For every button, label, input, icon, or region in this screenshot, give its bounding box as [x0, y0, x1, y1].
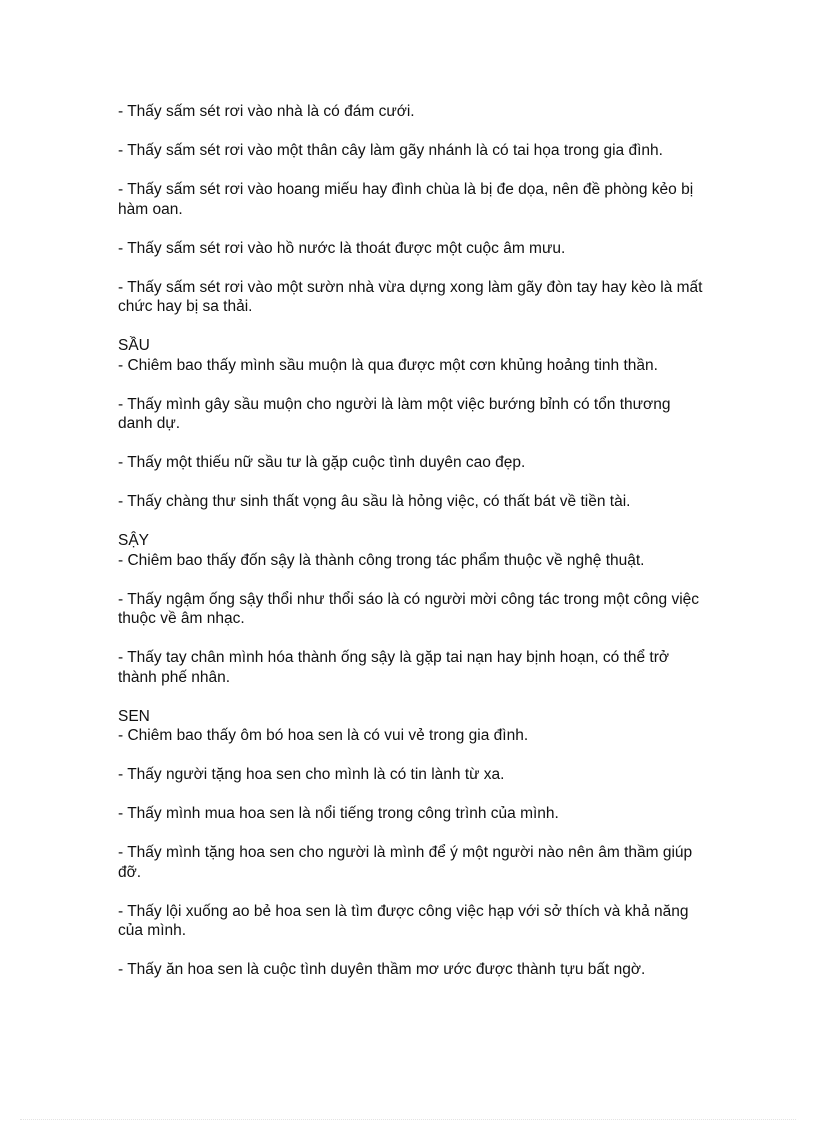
page-bottom-divider	[20, 1119, 796, 1120]
paragraph: - Thấy sấm sét rơi vào một sườn nhà vừa dựng xong làm gãy đòn tay hay kèo là mất chức hay bị sa thải.	[118, 278, 703, 315]
section-heading: SẦU	[118, 337, 150, 354]
paragraph: - Thấy chàng thư sinh thất vọng âu sầu là hỏng việc, có thất bát về tiền tài.	[118, 493, 631, 510]
document-body	[118, 102, 708, 999]
paragraph: - Thấy ngậm ống sậy thổi như thổi sáo là có người mời công tác trong một công việc thuộc về âm nhạc.	[118, 590, 700, 627]
section-heading: SẬY	[118, 532, 150, 549]
paragraph: - Thấy một thiếu nữ sầu tư là gặp cuộc tình duyên cao đẹp.	[118, 454, 526, 471]
section-sen	[118, 707, 708, 980]
paragraph: - Thấy ăn hoa sen là cuộc tình duyên thầm mơ ước được thành tựu bất ngờ.	[118, 961, 646, 978]
paragraph: - Thấy tay chân mình hóa thành ống sậy là gặp tai nạn hay bịnh hoạn, có thể trở thành phế nhân.	[118, 649, 670, 686]
paragraph: - Thấy mình gây sầu muộn cho người là làm một việc bướng bỉnh có tổn thương danh dự.	[118, 395, 671, 432]
paragraph: - Thấy sấm sét rơi vào hồ nước là thoát được một cuộc âm mưu.	[118, 239, 566, 257]
section-sau	[118, 336, 708, 512]
paragraph: - Thấy sấm sét rơi vào một thân cây làm gãy nhánh là có tai họa trong gia đình.	[118, 142, 663, 159]
section-heading: SEN	[118, 707, 150, 725]
paragraph: - Chiêm bao thấy mình sầu muộn là qua được một cơn khủng hoảng tinh thần.	[118, 356, 658, 374]
paragraph: - Thấy sấm sét rơi vào nhà là có đám cưới.	[118, 103, 415, 120]
paragraph: - Thấy lội xuống ao bẻ hoa sen là tìm được công việc hạp với sở thích và khả năng của mình.	[118, 902, 689, 939]
paragraph: - Thấy mình mua hoa sen là nổi tiếng trong công trình của mình.	[118, 805, 559, 822]
paragraph: - Chiêm bao thấy đốn sậy là thành công trong tác phẩm thuộc về nghệ thuật.	[118, 551, 645, 569]
paragraph: - Thấy sấm sét rơi vào hoang miếu hay đình chùa là bị đe dọa, nên đề phòng kẻo bị hàm oan.	[118, 181, 694, 218]
paragraph: - Thấy người tặng hoa sen cho mình là có tin lành từ xa.	[118, 766, 505, 783]
paragraph: - Thấy mình tặng hoa sen cho người là mình để ý một người nào nên âm thầm giúp đỡ.	[118, 844, 693, 881]
paragraph: - Chiêm bao thấy ôm bó hoa sen là có vui vẻ trong gia đình.	[118, 727, 529, 744]
section-say	[118, 531, 708, 687]
